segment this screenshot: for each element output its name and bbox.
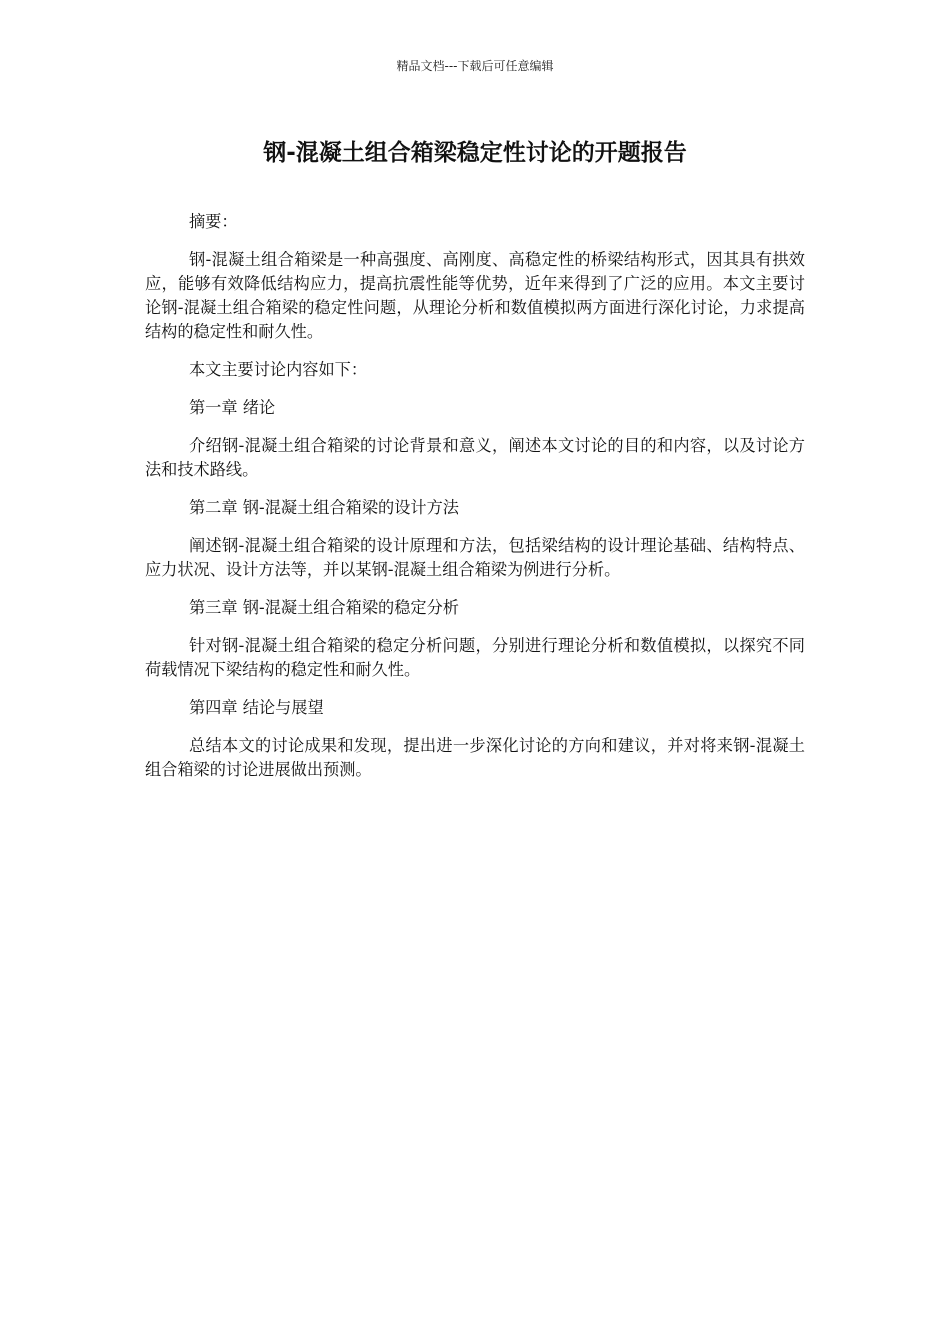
chapter-2-paragraph: 阐述钢-混凝土组合箱梁的设计原理和方法，包括梁结构的设计理论基础、结构特点、应力状况、设计方法等，并以某钢-混凝土组合箱梁为例进行分析。 [145, 536, 805, 579]
abstract-paragraph: 钢-混凝土组合箱梁是一种高强度、高刚度、高稳定性的桥梁结构形式，因其具有拱效应，能够有效降低结构应力，提高抗震性能等优势，近年来得到了广泛的应用。本文主要讨论钢-混凝土组合箱梁的稳定性问题，从理论分析和数值模拟两方面进行深化讨论，力求提高结构的稳定性和耐久性。 [145, 250, 805, 341]
document-title: 钢-混凝土组合箱梁稳定性讨论的开题报告 [263, 140, 687, 166]
chapter-3-paragraph: 针对钢-混凝土组合箱梁的稳定分析问题，分别进行理论分析和数值模拟，以探究不同荷载情况下梁结构的稳定性和耐久性。 [145, 636, 805, 679]
header-note: 精品文档---下载后可任意编辑 [396, 59, 554, 73]
contents-intro: 本文主要讨论内容如下： [189, 360, 368, 379]
chapter-1-heading: 第一章 绪论 [189, 398, 276, 417]
chapter-3-heading: 第三章 钢-混凝土组合箱梁的稳定分析 [189, 598, 459, 617]
chapter-4-heading: 第四章 结论与展望 [189, 698, 324, 717]
chapter-1-paragraph: 介绍钢-混凝土组合箱梁的讨论背景和意义，阐述本文讨论的目的和内容，以及讨论方法和技术路线。 [145, 436, 805, 479]
document-body [145, 210, 805, 796]
abstract-label: 摘要： [189, 212, 238, 231]
chapter-2-heading: 第二章 钢-混凝土组合箱梁的设计方法 [189, 498, 459, 517]
chapter-4-paragraph: 总结本文的讨论成果和发现，提出进一步深化讨论的方向和建议，并对将来钢-混凝土组合箱梁的讨论进展做出预测。 [145, 736, 805, 779]
